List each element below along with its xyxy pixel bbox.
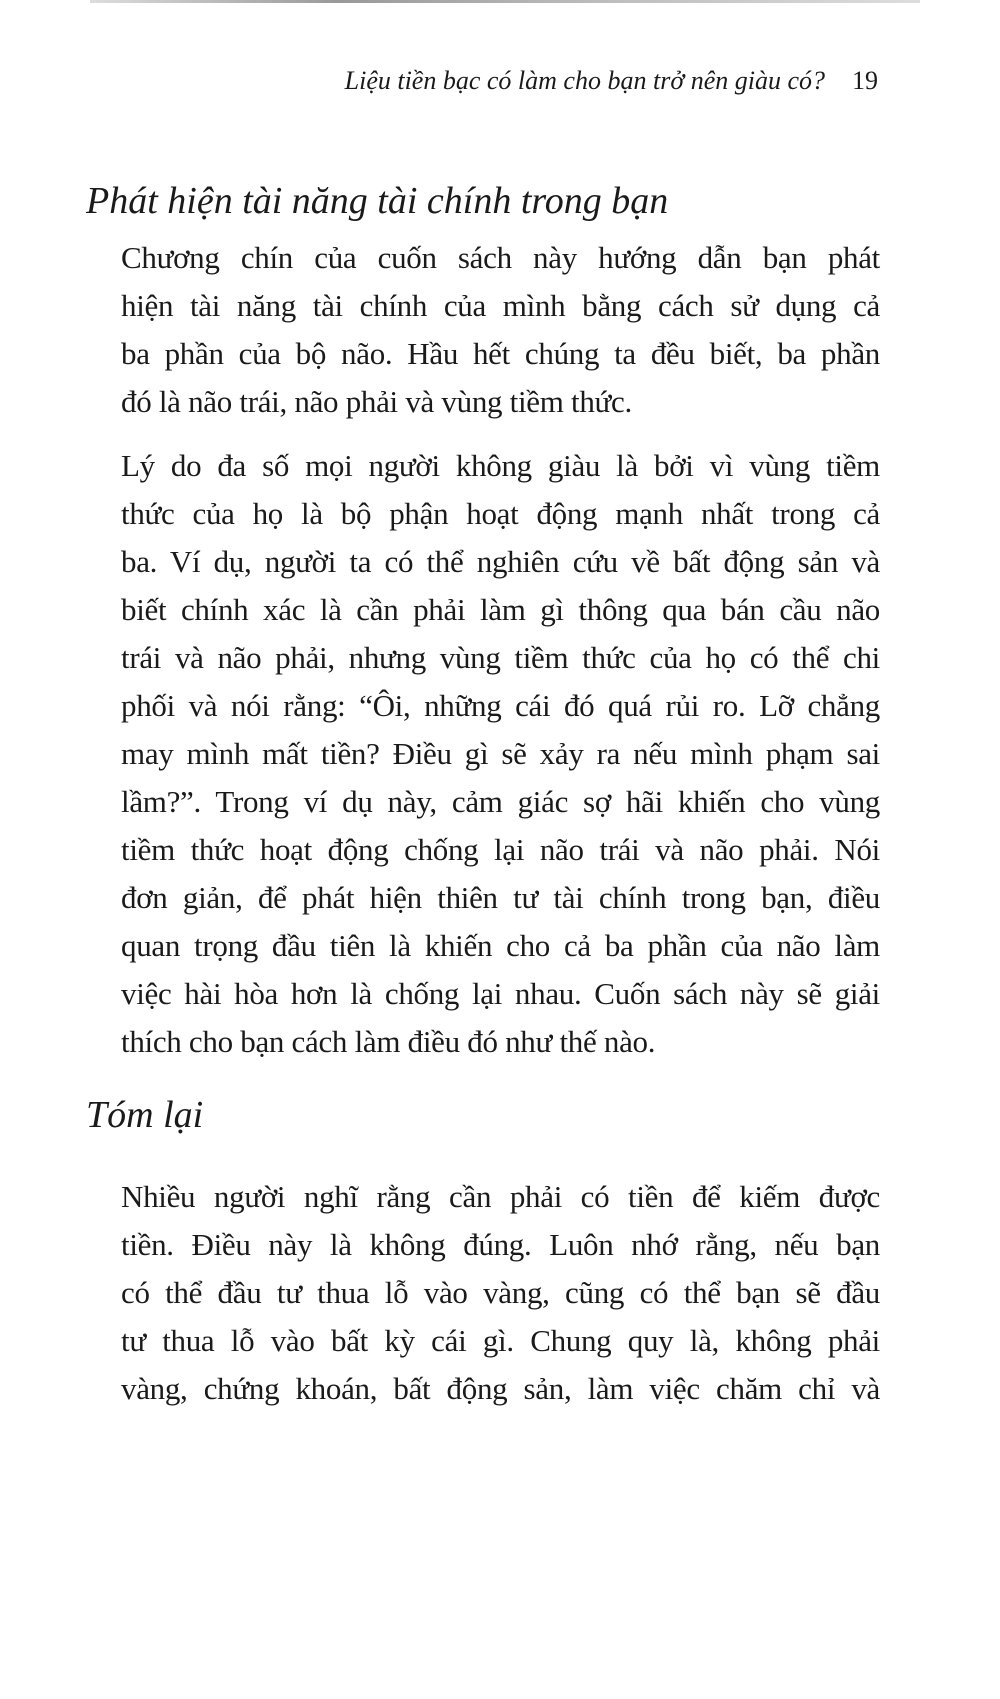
text-line: việc hài hòa hơn là chống lại nhau. Cuốn sách này sẽ giải [121,976,880,1011]
text-line: ba phần của bộ não. Hầu hết chúng ta đều biết, ba phần [121,336,880,371]
text-line: ba. Ví dụ, người ta có thể nghiên cứu về bất động sản và [121,544,880,579]
text-line: phối và nói rằng: “Ôi, những cái đó quá rủi ro. Lỡ chẳng [121,688,880,723]
text-line: vàng, chứng khoán, bất động sản, làm việc chăm chỉ và [121,1371,880,1406]
text-line: tiền. Điều này là không đúng. Luôn nhớ rằng, nếu bạn [121,1227,880,1262]
section-heading: Phát hiện tài năng tài chính trong bạn [86,180,669,222]
text-line: Nhiều người nghĩ rằng cần phải có tiền để kiếm được [121,1179,880,1214]
text-line: đó là não trái, não phải và vùng tiềm thức. [121,384,632,419]
scan-edge-line [90,0,920,3]
section-heading: Tóm lại [86,1094,204,1136]
text-line: Lý do đa số mọi người không giàu là bởi vì vùng tiềm [121,448,880,483]
text-line: tư thua lỗ vào bất kỳ cái gì. Chung quy là, không phải [121,1323,880,1358]
text-line: thích cho bạn cách làm điều đó như thế nào. [121,1024,656,1059]
text-line: biết chính xác là cần phải làm gì thông qua bán cầu não [121,592,880,627]
text-line: quan trọng đầu tiên là khiến cho cả ba phần của não làm [121,928,880,963]
text-line: đơn giản, để phát hiện thiên tư tài chính trong bạn, điều [121,880,880,915]
page-number: 19 [852,66,878,95]
text-line: tiềm thức hoạt động chống lại não trái và não phải. Nói [121,832,880,867]
text-line: may mình mất tiền? Điều gì sẽ xảy ra nếu mình phạm sai [121,736,880,771]
paragraph [121,234,880,426]
running-header-title: Liệu tiền bạc có làm cho bạn trở nên giàu có? [344,66,825,95]
text-line: có thể đầu tư thua lỗ vào vàng, cũng có thể bạn sẽ đầu [121,1275,880,1310]
text-line: Chương chín của cuốn sách này hướng dẫn bạn phát [121,240,880,275]
text-line: lầm?”. Trong ví dụ này, cảm giác sợ hãi khiến cho vùng [121,784,880,819]
text-line: trái và não phải, nhưng vùng tiềm thức của họ có thể chi [121,640,880,675]
paragraph [121,1173,880,1413]
text-line: hiện tài năng tài chính của mình bằng cách sử dụng cả [121,288,880,323]
paragraph [121,442,880,1066]
text-line: thức của họ là bộ phận hoạt động mạnh nhất trong cả [121,496,880,531]
